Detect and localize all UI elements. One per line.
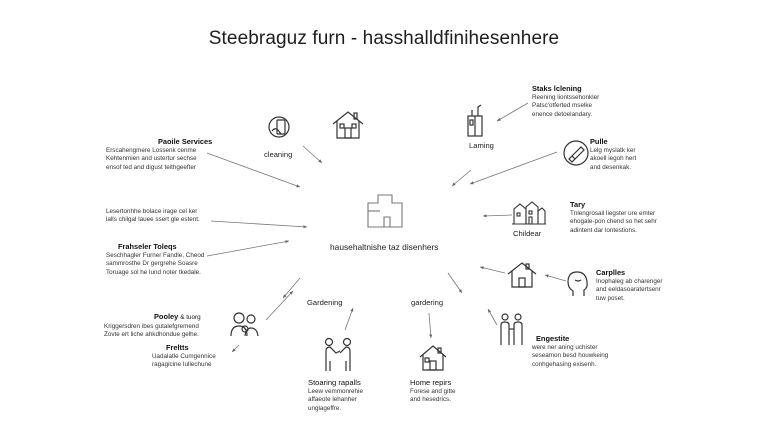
- block-carplles-heading: Carplles: [596, 268, 626, 277]
- block-paile-line: Kehtenmien and ustertur sechse: [106, 155, 197, 163]
- block-tary-line: adintent dar lontestions.: [570, 226, 637, 234]
- connector-left-mid: [211, 221, 307, 227]
- block-pooley-line: Zovte ert liche ahkdhondue gelhe.: [104, 331, 199, 339]
- connector-gardening-left: [283, 278, 300, 298]
- block-freltts-heading: Freltts: [166, 343, 189, 352]
- connector-laming: [452, 170, 471, 186]
- block-stak-heading: Staks lclening: [532, 84, 582, 93]
- block-frahseler-line: Seschhagler Furner Fandle, Cheod: [106, 252, 205, 259]
- center-house-icon: [364, 191, 406, 229]
- block-stoaring-line: affaeote lehanher: [308, 396, 357, 404]
- people-care-icon: [229, 310, 261, 338]
- connector-house-right: [480, 267, 505, 273]
- block-pooley-heading: [104, 312, 201, 323]
- block-engestite-line: seseamon besd houwkeing: [532, 352, 609, 360]
- block-engestite: [532, 334, 608, 369]
- block-stak: [532, 84, 599, 119]
- connector-pooley: [266, 291, 293, 320]
- block-paile: [106, 137, 212, 172]
- block-left-mid-line: Lesertonhhe bolace irage cel ker: [106, 208, 198, 215]
- block-stak-line: Reening liontssehonkler: [532, 94, 600, 101]
- block-home-repairs-line: Forese and gitte: [410, 388, 456, 395]
- block-carplles-line: and eeldasoaratertsenr: [596, 286, 661, 294]
- block-home-repairs-line: and hesedrics.: [410, 396, 451, 404]
- block-pulle-line: Lelg myslatk ker: [590, 147, 636, 154]
- connector-stoaring: [345, 308, 353, 330]
- block-tary-heading: Tary: [570, 200, 586, 209]
- person-profile-icon: [566, 268, 590, 298]
- handshake-icon: [322, 337, 354, 373]
- block-stoaring: [308, 378, 363, 413]
- brush-hand-icon: [561, 139, 591, 167]
- connector-frahseler: [207, 241, 289, 256]
- block-home-repairs-heading: Home repirs: [410, 378, 452, 387]
- connector-home: [429, 313, 431, 338]
- block-pooley-line: Kriggersdren ibes gutalefgremend: [104, 323, 199, 330]
- block-left-mid-line: lalls chilgal lauee ssert gle estent.: [106, 216, 200, 224]
- block-left-mid: [106, 208, 200, 225]
- center-label: hausehaltnishe taz disenhers: [330, 242, 439, 252]
- node-gardening-right: gardering: [411, 298, 444, 307]
- block-engestite-heading: Engestite: [536, 334, 570, 343]
- connector-gardening-right: [448, 273, 462, 293]
- connector-cleaning: [303, 146, 322, 163]
- block-stoaring-line: unglageffre.: [308, 404, 342, 412]
- node-laming: Laming: [469, 141, 494, 150]
- block-frahseler: [106, 242, 204, 277]
- block-engestite-line: conhgehasing exisenh.: [532, 360, 597, 368]
- block-engestite-line: were ner aning uchister: [532, 344, 598, 351]
- block-paile-heading: Paoile Services: [158, 137, 213, 146]
- block-carplles: [596, 268, 663, 303]
- block-home-repairs: [410, 378, 456, 405]
- block-stoaring-line: Leew vemmonrehie: [308, 388, 363, 395]
- connector-stak: [497, 103, 528, 121]
- connector-tary: [483, 215, 512, 216]
- block-tary: [570, 200, 657, 235]
- block-pulle-heading: Pulle: [590, 137, 608, 146]
- block-pulle-line: akoell iegoh hert: [590, 155, 637, 163]
- block-frahseler-heading: Frahseler Toleqs: [118, 242, 177, 251]
- connector-carplles: [545, 275, 566, 281]
- block-stak-line: Patsc'otferted mselke: [532, 102, 592, 110]
- block-freltts-line: Uadalatle Cumgennice: [152, 353, 216, 360]
- node-cleaning: cleaning: [264, 150, 293, 159]
- node-childear: Childear: [513, 229, 542, 238]
- block-pooley-title: Pooley: [154, 312, 179, 321]
- block-pooley: [104, 312, 201, 340]
- connector-engestite: [488, 309, 497, 325]
- phone-hand-icon: [266, 115, 298, 145]
- block-freltts: [152, 343, 216, 370]
- block-pulle-line: and desenkak.: [590, 163, 631, 171]
- page-title: Steebraguz furn - hasshalldfinihesenhere: [208, 28, 560, 49]
- house-outline-icon: [506, 261, 538, 289]
- block-tary-line: ehogale-pon chend so het sehr: [570, 218, 657, 226]
- connector-pulle: [470, 152, 557, 184]
- block-stak-line: enence detoelandary.: [532, 110, 593, 118]
- block-frahseler-line: sammrosthe Dr gergrehe Soasre: [106, 260, 198, 268]
- buildings-icon: [512, 200, 546, 226]
- block-tary-line: Tnlengrosail liegster ure emter: [570, 210, 656, 217]
- block-frahseler-line: Toruage sol he lund noter tkedale.: [106, 268, 201, 276]
- block-pooley-extra: & tuorg: [180, 314, 201, 321]
- node-gardening-left: Gardening: [307, 298, 343, 307]
- block-paile-line: Erscahengmere Lossenk cenme: [106, 147, 197, 154]
- block-carplles-line: tuw poset.: [596, 294, 625, 302]
- tools-icon: [464, 104, 488, 140]
- house-repair-icon: [418, 344, 448, 372]
- connector-freltts: [232, 345, 239, 352]
- block-paile-line: ensof ted and digust teithgeefter: [106, 163, 196, 171]
- block-pulle: [590, 137, 636, 172]
- house-icon: [330, 109, 366, 141]
- block-stoaring-heading: Stoaring rapalls: [308, 378, 361, 387]
- block-carplles-line: Inophaleg ab charenger: [596, 278, 663, 285]
- family-icon: [498, 313, 526, 347]
- block-freltts-line: ragagicine Iullechune: [152, 361, 212, 369]
